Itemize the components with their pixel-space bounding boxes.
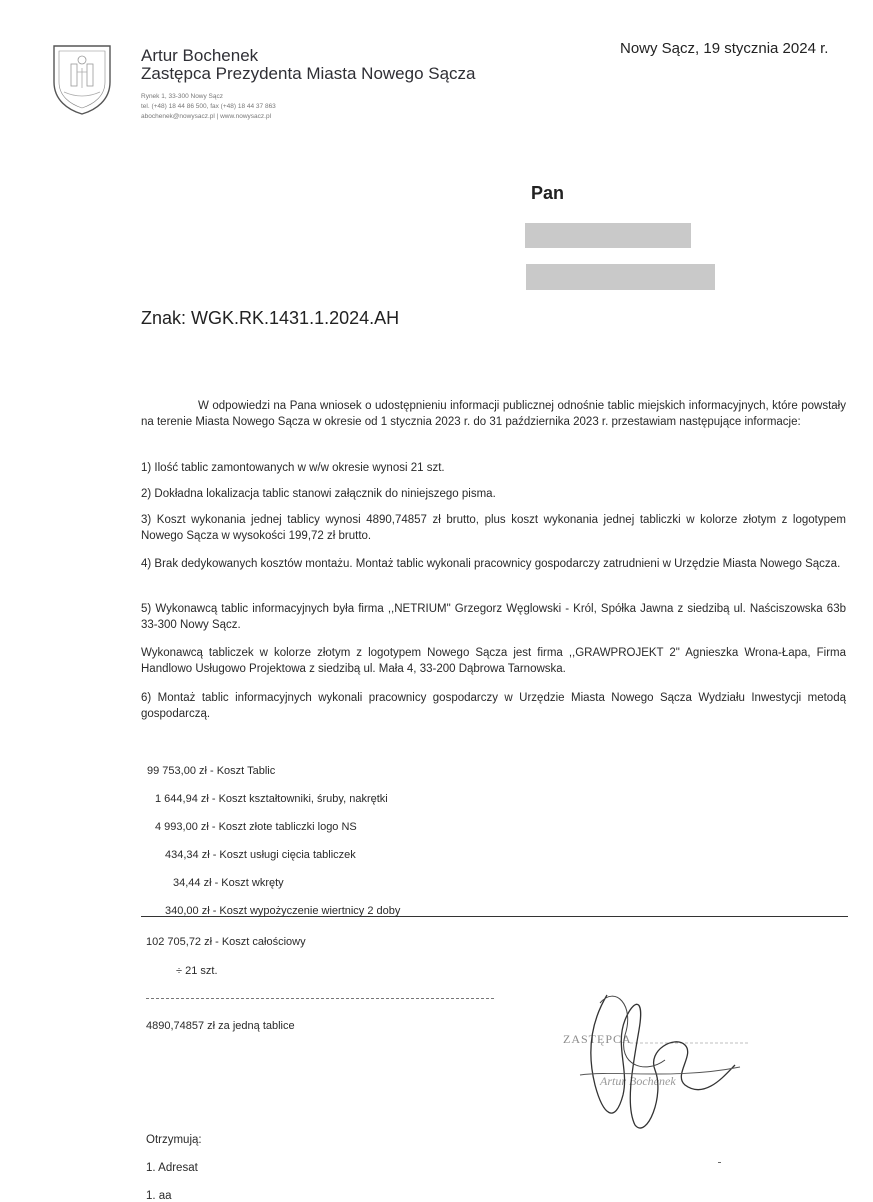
cost-line: 434,34 zł - Koszt usługi cięcia tabliczek	[165, 849, 356, 861]
sender-name: Artur Bochenek	[141, 46, 259, 65]
sender-role: Zastępca Prezydenta Miasta Nowego Sącza	[141, 64, 476, 83]
svg-text:Artur Bochenek: Artur Bochenek	[600, 1074, 676, 1088]
cost-line: 99 753,00 zł - Koszt Tablic	[147, 765, 276, 777]
cost-line: 34,44 zł - Koszt wkręty	[173, 877, 284, 889]
cost-line: 340,00 zł - Koszt wypożyczenie wiertnicy 2 doby	[165, 905, 401, 917]
sender-address: Rynek 1, 33-300 Nowy Sącz	[141, 93, 224, 100]
sender-phone: tel. (+48) 18 44 86 500, fax (+48) 18 44 37 863	[141, 103, 276, 110]
reference-number: Znak: WGK.RK.1431.1.2024.AH	[141, 308, 400, 328]
point-2: 2) Dokładna lokalizacja tablic stanowi załącznik do niniejszego pisma.	[141, 488, 496, 500]
cost-line: 1 644,94 zł - Koszt kształtowniki, śruby, nakrętki	[155, 793, 388, 805]
scan-speck	[718, 1162, 721, 1163]
redacted-recipient-address	[526, 264, 715, 290]
recipient-item: 1. aa	[146, 1190, 172, 1202]
cost-line: 4 993,00 zł - Koszt złote tabliczki logo NS	[155, 821, 357, 833]
dashed-divider	[146, 998, 494, 999]
intro-paragraph: W odpowiedzi na Pana wniosek o udostępnieniu informacji publicznej odnośnie tablic miejskich informacyjnych, które powstały na terenie Miasta Nowego Sącza w okresie od 1 stycznia 2023 r. do 31 października 2023 r. przestawiam następujące informacje:	[141, 400, 846, 428]
point-4: 4) Brak dedykowanych kosztów montażu. Montaż tablic wykonali pracownicy gospodarczy zatrudnieni w Urzędzie Miasta Nowego Sącza.	[141, 558, 841, 570]
recipients-heading: Otrzymują:	[146, 1134, 202, 1146]
recipient-item: 1. Adresat	[146, 1162, 198, 1174]
letter-date: Nowy Sącz, 19 stycznia 2024 r.	[620, 40, 829, 57]
sender-email: abochenek@nowysacz.pl | www.nowysacz.pl	[141, 113, 272, 120]
city-crest-logo	[50, 42, 114, 116]
point-3: 3) Koszt wykonania jednej tablicy wynosi 4890,74857 zł brutto, plus koszt wykonania jednej tabliczki w kolorze złotym z logotypem Nowego Sącza w wysokości 199,72 zł brutto.	[141, 514, 846, 542]
per-unit-cost: 4890,74857 zł za jedną tablice	[146, 1020, 295, 1032]
divisor: ÷ 21 szt.	[176, 965, 218, 977]
point-1: 1) Ilość tablic zamontowanych w w/w okresie wynosi 21 szt.	[141, 462, 445, 474]
point-5-gold-plates: Wykonawcą tabliczek w kolorze złotym z logotypem Nowego Sącza jest firma ,,GRAWPROJEKT 2" Agnieszka Wrona-Łapa, Firma Handlowo Usługowo Projektowa z siedzibą ul. Mała 4, 33-200 Dąbrowa Tarnowska.	[141, 647, 846, 675]
sum-rule	[141, 916, 848, 917]
redacted-recipient-name	[525, 223, 691, 248]
total-cost: 102 705,72 zł - Koszt całościowy	[146, 936, 306, 948]
point-6: 6) Montaż tablic informacyjnych wykonali pracownicy gospodarczy w Urzędzie Miasta Nowego Sącza Wydziału Inwestycji metodą gospodarczą.	[141, 692, 846, 720]
recipient-salutation: Pan	[531, 183, 565, 203]
point-5: 5) Wykonawcą tablic informacyjnych była firma ,,NETRIUM" Grzegorz Węglowski - Król, Spółka Jawna z siedzibą ul. Naściszowska 63b 33-300 Nowy Sącz.	[141, 603, 846, 631]
handwritten-signature-stamp	[555, 975, 755, 1155]
svg-text:ZASTĘPCA: ZASTĘPCA	[563, 1032, 632, 1046]
